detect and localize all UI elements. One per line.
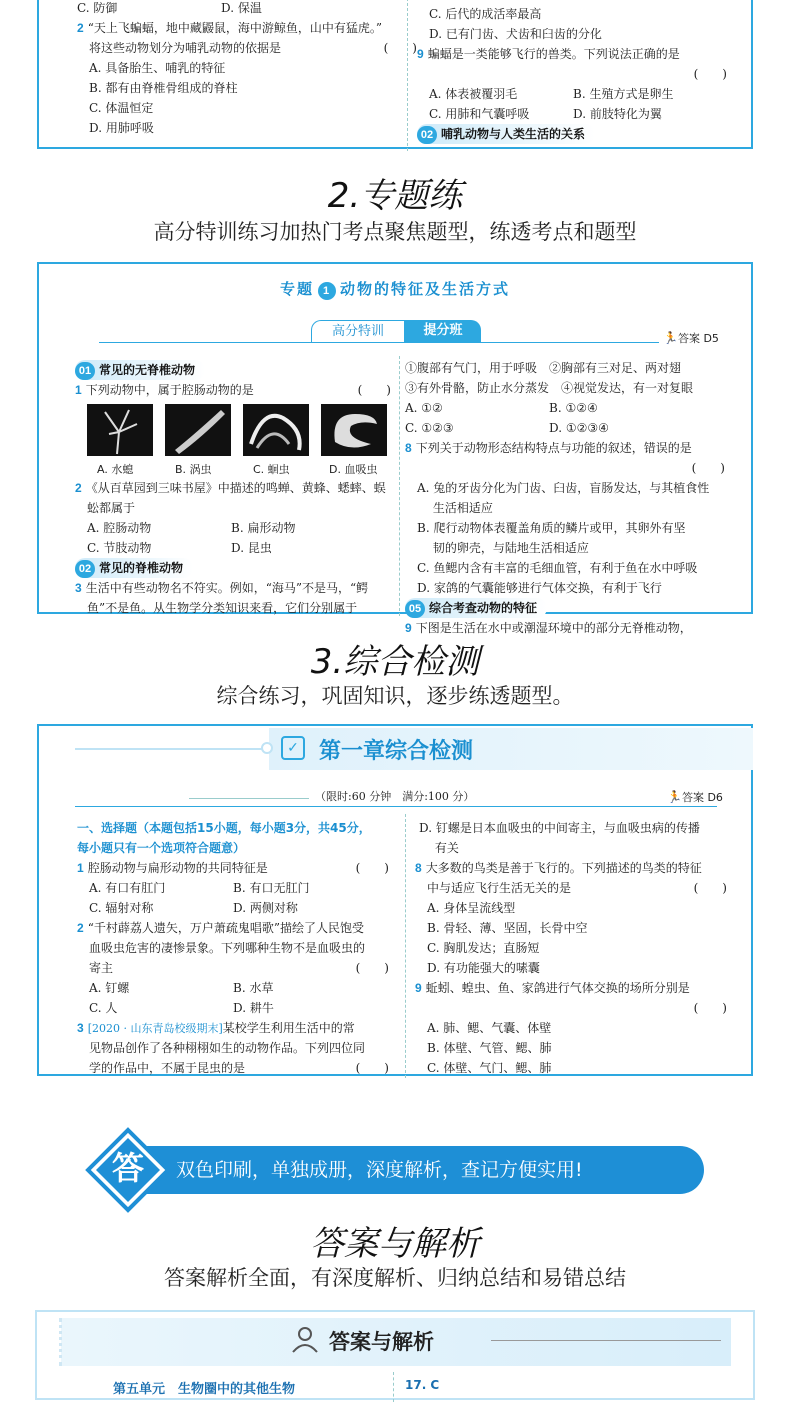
option: A. 身体呈流线型 — [427, 901, 516, 915]
section-title: 答案与解析 — [310, 1224, 480, 1264]
question-number: 8 — [405, 441, 412, 455]
section-title: 综合考查动物的特征 — [429, 601, 538, 615]
column-divider — [405, 814, 406, 1078]
sample-panel-1 — [37, 0, 753, 149]
panel2-left-col — [75, 360, 391, 618]
answer-paren: ( ) — [355, 861, 389, 875]
statement-line: ③有外骨骼，防止水分蒸发 ④视觉发达，有一对复眼 — [405, 381, 694, 395]
section-number-badge: 05 — [405, 600, 425, 618]
option: C. ①②③ — [405, 421, 454, 435]
option: 生活相适应 — [417, 501, 493, 515]
section-subtitle: 综合练习，巩固知识，逐步练透题型。 — [216, 684, 574, 708]
question-text: 下列动物中，属于腔肠动物的是 — [85, 383, 254, 397]
question-text: 下列关于动物形态结构特点与功能的叙述，错误的是 — [415, 441, 692, 455]
section-number-badge: 01 — [75, 362, 95, 380]
title-line — [75, 748, 265, 750]
question-text: “千村薜荔人遗矢，万户萧疏鬼唱歌”描绘了人民饱受 — [87, 921, 364, 935]
roundworm-image — [243, 404, 309, 456]
question-number: 9 — [405, 621, 412, 635]
column-divider — [407, 0, 408, 151]
option: C. 人 — [89, 1001, 118, 1015]
question-text: 下图是生活在水中或潮湿环境中的部分无脊椎动物， — [415, 621, 692, 635]
panel3-right-col — [415, 818, 727, 1078]
tab-improve: 提分班 — [405, 320, 481, 342]
section-title: 常见的脊椎动物 — [99, 561, 184, 575]
panel1-right-col — [417, 4, 727, 144]
section-title: 常见的无脊椎动物 — [99, 363, 196, 377]
answer-item: 17. C — [405, 1378, 440, 1392]
question-source: [2020 · 山东青岛校级期末] — [87, 1022, 223, 1035]
answer-paren: ( ) — [691, 461, 725, 475]
option: B. 骨轻、薄、坚固，长骨中空 — [427, 921, 588, 935]
column-divider — [399, 356, 400, 616]
question-text: 《从百草园到三味书屋》中描述的鸣蝉、黄蜂、蟋蟀、蜈 — [85, 481, 386, 495]
question-number: 1 — [77, 861, 84, 875]
panel1-left-col — [77, 0, 417, 138]
answer-ref: 🏃答案 D6 — [667, 790, 723, 804]
option: D. 家鸽的气囊能够进行气体交换，有利于飞行 — [417, 581, 662, 595]
option: B. 爬行动物体表覆盖角质的鳞片或甲，其卵外有坚 — [417, 521, 686, 535]
tab-high-score: 高分特训 — [311, 320, 405, 342]
option: A. 体表被覆羽毛 — [429, 87, 518, 101]
option: B. 有口无肛门 — [233, 881, 310, 895]
answer-paren: ( ) — [693, 67, 727, 81]
question-number: 2 — [77, 921, 84, 935]
option: C. 防御 — [77, 1, 118, 15]
title-rule — [491, 1340, 721, 1341]
sample-panel-3 — [37, 724, 753, 1076]
question-number: 8 — [415, 861, 422, 875]
topic-number-badge: 1 — [318, 282, 336, 300]
person-icon — [289, 1324, 323, 1354]
hydra-icon — [87, 404, 153, 456]
option: A. ①② — [405, 401, 443, 415]
answer-paren: ( ) — [355, 1061, 389, 1075]
option: D. 有功能强大的嗉囊 — [427, 961, 540, 975]
section-title: 哺乳动物与人类生活的关系 — [441, 127, 586, 141]
answer-paren: ( ) — [693, 881, 727, 895]
option: B. 都有由脊椎骨组成的脊柱 — [89, 81, 238, 95]
option: B. 扁形动物 — [231, 521, 296, 535]
person-icon — [289, 1324, 323, 1358]
question-number: 3 — [77, 1021, 84, 1035]
runner-icon: 🏃 — [663, 331, 678, 345]
option: C. 后代的成活率最高 — [429, 7, 542, 21]
question-text: 寄主 — [89, 961, 114, 975]
option: C. 节肢动物 — [87, 541, 152, 555]
option: D. 昆虫 — [231, 541, 272, 555]
unit-heading: 第五单元 生物圈中的其他生物 — [113, 1382, 296, 1397]
answers-title: 答案与解析 — [329, 1330, 434, 1354]
column-divider — [393, 1372, 394, 1402]
blood-fluke-icon — [321, 404, 387, 456]
section-heading — [417, 124, 595, 144]
section-number-badge: 02 — [417, 126, 437, 144]
question-text: 蚯蚓、蝗虫、鱼、家鸽进行气体交换的场所分别是 — [425, 981, 690, 995]
image-caption: B. 涡虫 — [175, 463, 212, 476]
topic-header: 专题 1 动物的特征及生活方式 — [279, 280, 511, 298]
question-text: “天上飞蝙蝠，地中藏鼹鼠，海中游鲸鱼，山中有猛虎。” — [87, 21, 382, 35]
header-rule — [75, 806, 717, 807]
question-text: 蚣都属于 — [87, 501, 136, 515]
time-info-rule — [189, 798, 309, 799]
answer-badge-text: 答 — [111, 1149, 144, 1187]
roundworm-icon — [243, 404, 309, 456]
option: C. 辐射对称 — [89, 901, 154, 915]
planarian-icon — [165, 404, 231, 456]
hydra-image — [87, 404, 153, 456]
option: C. 鱼鳃内含有丰富的毛细血管，有利于鱼在水中呼吸 — [417, 561, 698, 575]
sample-panel-4 — [35, 1310, 755, 1400]
option: C. 体壁、气门、鳃、肺 — [427, 1061, 552, 1075]
image-caption: A. 水螅 — [97, 463, 134, 476]
section-heading — [75, 360, 205, 380]
blood-fluke-image — [321, 404, 387, 456]
option: C. 胸肌发达；直肠短 — [427, 941, 540, 955]
option: D. 耕牛 — [233, 1001, 274, 1015]
time-info: （限时:60 分钟 满分:100 分） — [315, 790, 475, 803]
question-number: 2 — [75, 481, 82, 495]
planarian-image — [165, 404, 231, 456]
option: 有关 — [419, 841, 459, 855]
title-circle — [261, 742, 273, 754]
sample-panel-2 — [37, 262, 753, 635]
statement-line: ①腹部有气门，用于呼吸 ②胸部有三对足、两对翅 — [405, 361, 682, 375]
option: D. 用肺呼吸 — [89, 121, 154, 135]
image-caption: D. 血吸虫 — [329, 463, 378, 476]
runner-icon: 🏃 — [667, 790, 682, 804]
question-text: 见物品创作了各种栩栩如生的动物作品。下列四位同 — [89, 1041, 366, 1055]
option: B. 体壁、气管、鳃、肺 — [427, 1041, 552, 1055]
option: A. 钉螺 — [89, 981, 130, 995]
section-title: 3.综合检测 — [310, 642, 480, 682]
question-text: 将这些动物划分为哺乳动物的依据是 — [89, 41, 282, 55]
question-text: 大多数的鸟类是善于飞行的。下列描述的鸟类的特征 — [425, 861, 702, 875]
section-heading: 一、选择题（本题包括15小题，每小题3分，共45分， — [77, 821, 371, 835]
option: A. 兔的牙齿分化为门齿、臼齿，盲肠发达，与其植食性 — [417, 481, 710, 495]
option: A. 有口有肛门 — [89, 881, 166, 895]
question-number: 1 — [75, 383, 82, 397]
panel2-right-col — [405, 358, 725, 638]
option: B. 生殖方式是卵生 — [573, 87, 674, 101]
question-text: 生活中有些动物名不符实。例如，“海马”不是马，“鳄 — [85, 581, 369, 595]
answer-paren: ( ) — [383, 41, 417, 55]
option: D. 已有门齿、犬齿和臼齿的分化 — [429, 27, 602, 41]
section-heading — [405, 598, 547, 618]
question-text: 某校学生利用生活中的常 — [222, 1021, 355, 1035]
exam-title: 第一章综合检测 — [319, 739, 474, 764]
answer-paren: ( ) — [355, 961, 389, 975]
image-caption: C. 蛔虫 — [253, 463, 290, 476]
section-subtitle: 高分特训练习加热门考点聚焦题型，练透考点和题型 — [153, 220, 637, 244]
check-icon: ✓ — [281, 736, 305, 760]
section-title: 2.专题练 — [327, 176, 463, 216]
question-text: 学的作品中，不属于昆虫的是 — [89, 1061, 246, 1075]
option: B. ①②④ — [549, 401, 598, 415]
option: A. 肺、鳃、气囊、体壁 — [427, 1021, 552, 1035]
option: A. 腔肠动物 — [87, 521, 152, 535]
option: D. 钉螺是日本血吸虫的中间寄主，与血吸虫病的传播 — [419, 821, 700, 835]
option: D. ①②③④ — [549, 421, 609, 435]
side-dots — [59, 1318, 69, 1366]
option: 韧的卵壳，与陆地生活相适应 — [417, 541, 589, 555]
answer-paren: ( ) — [357, 383, 391, 397]
question-number: 3 — [75, 581, 82, 595]
option: C. 用肺和气囊呼吸 — [429, 107, 530, 121]
answer-paren: ( ) — [693, 1001, 727, 1015]
option: D. 两侧对称 — [233, 901, 298, 915]
section-subtitle: 答案解析全面，有深度解析、归纳总结和易错总结 — [164, 1266, 626, 1290]
question-number: 9 — [417, 47, 424, 61]
question-text: 蝙蝠是一类能够飞行的兽类。下列说法正确的是 — [427, 47, 680, 61]
option: D. 前肢特化为翼 — [573, 107, 662, 121]
question-number: 9 — [415, 981, 422, 995]
question-number: 2 — [77, 21, 84, 35]
question-text: 中与适应飞行生活无关的是 — [427, 881, 572, 895]
answer-ref: 🏃答案 D5 — [663, 331, 719, 345]
animal-image-row — [75, 400, 391, 478]
question-text: 腔肠动物与扁形动物的共同特征是 — [87, 861, 268, 875]
option: C. 体温恒定 — [89, 101, 154, 115]
question-text: 血吸虫危害的凄惨景象。下列哪种生物不是血吸虫的 — [89, 941, 366, 955]
option: A. 具备胎生、哺乳的特征 — [89, 61, 226, 75]
question-text: 鱼”不是鱼。从生物学分类知识来看，它们分别属于 — [87, 601, 358, 615]
option: B. 水草 — [233, 981, 274, 995]
section-number-badge: 02 — [75, 560, 95, 578]
panel3-left-col — [77, 818, 389, 1078]
section-heading — [75, 558, 193, 578]
option: D. 保温 — [221, 1, 262, 15]
section-heading: 每小题只有一个选项符合题意） — [77, 841, 246, 855]
banner-text: 双色印刷，单独成册，深度解析，查记方便实用! — [176, 1159, 583, 1181]
